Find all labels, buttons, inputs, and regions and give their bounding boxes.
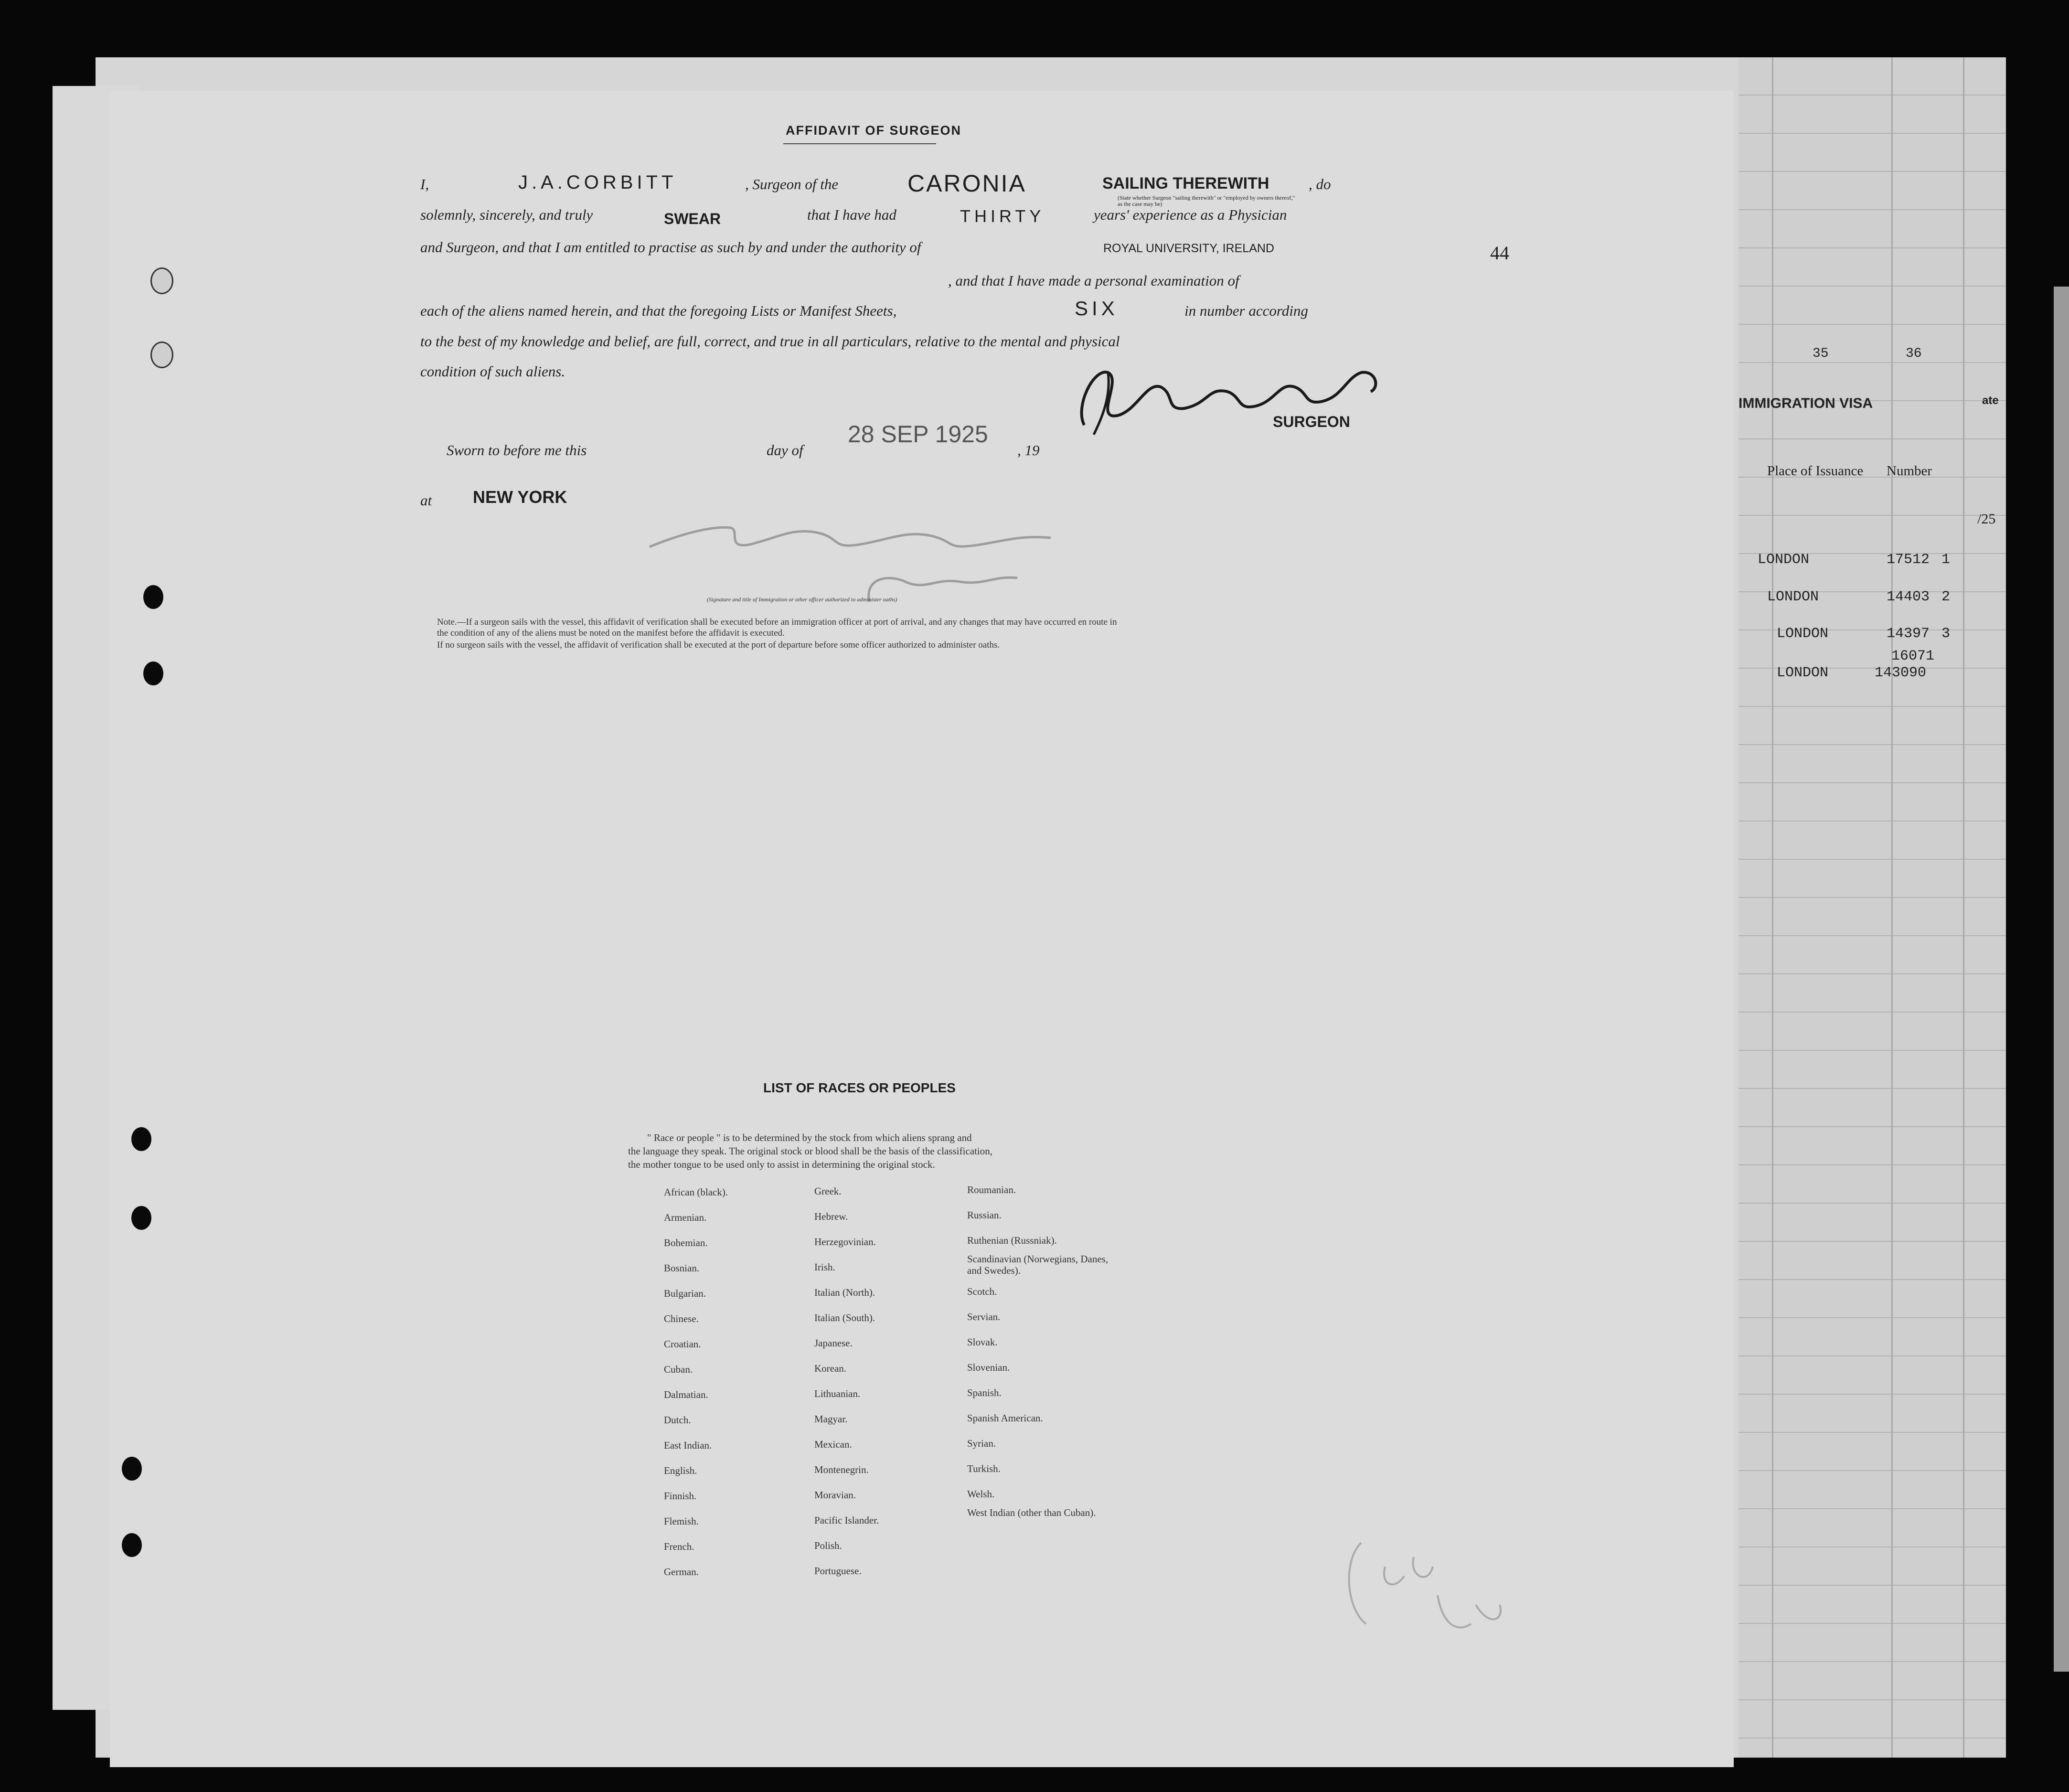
race-entry: Japanese. — [814, 1337, 853, 1349]
race-entry: Dutch. — [664, 1414, 691, 1426]
race-entry: Croatian. — [664, 1338, 701, 1350]
races-intro: " Race or people " is to be determined by the stock from which aliens sprang and — [647, 1132, 972, 1143]
manifest-columns-background — [1738, 57, 2006, 1758]
race-entry: Irish. — [814, 1261, 835, 1273]
visa-number: 14397 — [1887, 626, 1930, 642]
race-entry: Polish. — [814, 1540, 842, 1551]
affidavit-text: solemnly, sincerely, and truly — [420, 206, 593, 223]
visa-number: 17512 — [1887, 552, 1930, 568]
race-entry: Korean. — [814, 1363, 847, 1374]
race-entry: Italian (South). — [814, 1312, 875, 1323]
races-title: LIST OF RACES OR PEOPLES — [763, 1080, 956, 1095]
affidavit-text: condition of such aliens. — [420, 363, 565, 380]
visa-number: 16071 — [1891, 648, 1935, 664]
right-date-fragment: /25 — [1977, 511, 1996, 527]
right-column-fragment: ate — [1982, 394, 1999, 407]
races-intro: the language they speak. The original stock or blood shall be the basis of the classification, — [628, 1145, 992, 1157]
affidavit-text: to the best of my knowledge and belief, are full, correct, and true in all particulars, relative to the mental and physical — [420, 333, 1120, 350]
race-entry: Chinese. — [664, 1313, 699, 1324]
affidavit-text: in number according — [1184, 302, 1308, 319]
race-entry: Finnish. — [664, 1490, 697, 1502]
affidavit-text: and Surgeon, and that I am entitled to practise as such by and under the authority of — [420, 239, 921, 256]
right-page-edge — [2054, 287, 2069, 1672]
affidavit-text: , 19 — [1017, 442, 1040, 459]
race-entry: Spanish American. — [967, 1412, 1043, 1424]
punch-hole — [131, 1127, 151, 1151]
punch-hole — [122, 1457, 142, 1481]
race-entry: East Indian. — [664, 1440, 712, 1451]
column-number-35: 35 — [1813, 346, 1829, 361]
race-entry: English. — [664, 1465, 697, 1476]
race-entry: African (black). — [664, 1186, 728, 1198]
race-entry: Slovenian. — [967, 1362, 1010, 1373]
affidavit-text: years' experience as a Physician — [1094, 206, 1287, 223]
race-entry: Bohemian. — [664, 1237, 708, 1248]
race-entry: Welsh. — [967, 1488, 995, 1500]
race-entry: German. — [664, 1566, 699, 1578]
affidavit-text: that I have had — [807, 206, 896, 223]
punch-hole — [150, 267, 173, 294]
affidavit-text: day of — [767, 442, 803, 459]
affidavit-note: the condition of any of the aliens must be noted on the manifest before the affidavit is executed. — [437, 628, 785, 638]
race-entry: Bosnian. — [664, 1262, 700, 1274]
affidavit-note: Note.—If a surgeon sails with the vessel, this affidavit of verification shall be executed before an immigration officer at port of arrival, and any changes that may have occurred en route in — [437, 617, 1117, 627]
affidavit-text: Sworn to before me this — [447, 442, 587, 459]
affidavit-title: AFFIDAVIT OF SURGEON — [786, 123, 961, 138]
page-number: 44 — [1490, 242, 1509, 264]
visa-place: LONDON — [1777, 626, 1829, 642]
race-entry: Russian. — [967, 1209, 1002, 1221]
oath-word: SWEAR — [664, 210, 721, 227]
race-entry: French. — [664, 1541, 694, 1552]
race-entry: Syrian. — [967, 1438, 996, 1449]
race-entry: Montenegrin. — [814, 1464, 869, 1475]
date-stamp: 28 SEP 1925 — [848, 421, 988, 448]
race-entry: Slovak. — [967, 1336, 998, 1348]
pencil-annotation — [1333, 1514, 1533, 1648]
race-entry: Greek. — [814, 1185, 842, 1197]
visa-number: 14403 — [1887, 589, 1930, 605]
affidavit-text: , do — [1309, 176, 1331, 192]
race-entry: Ruthenian (Russniak). — [967, 1235, 1057, 1246]
race-entry: Portuguese. — [814, 1565, 862, 1577]
visa-line-number: 2 — [1941, 589, 1951, 605]
races-column-1 — [664, 1180, 728, 1585]
race-entry: Armenian. — [664, 1212, 707, 1223]
sheets-count: SIX — [1075, 297, 1119, 320]
ship-name: CARONIA — [907, 170, 1026, 197]
race-entry: Spanish. — [967, 1387, 1002, 1398]
visa-header: IMMIGRATION VISA — [1738, 395, 1873, 411]
race-entry: Servian. — [967, 1311, 1001, 1323]
visa-line-number: 3 — [1941, 626, 1951, 642]
race-entry: Herzegovinian. — [814, 1236, 876, 1248]
race-entry: Roumanian. — [967, 1184, 1016, 1195]
visa-number-2: 143090 — [1875, 665, 1927, 681]
affidavit-note: If no surgeon sails with the vessel, the affidavit of verification shall be executed at the port of departure before some officer authorized to administer oaths. — [437, 640, 1000, 650]
race-entry: Mexican. — [814, 1439, 852, 1450]
race-entry: Lithuanian. — [814, 1388, 861, 1399]
column-number-36: 36 — [1906, 346, 1922, 361]
affidavit-text: , Surgeon of the — [745, 176, 839, 192]
visa-line-number: 1 — [1941, 552, 1951, 568]
punch-hole — [122, 1533, 142, 1557]
race-entry: Dalmatian. — [664, 1389, 708, 1400]
affidavit-text: at — [420, 492, 432, 509]
years-experience: THIRTY — [960, 206, 1045, 226]
race-entry: Cuban. — [664, 1364, 693, 1375]
visa-place: LONDON — [1777, 665, 1829, 681]
punch-hole — [131, 1206, 151, 1230]
race-entry: Scandinavian (Norwegians, Danes, and Swedes). — [967, 1253, 1109, 1276]
signature-title: SURGEON — [1273, 413, 1350, 430]
punch-hole — [150, 341, 173, 368]
title-rule — [783, 143, 936, 144]
number-header: Number — [1887, 463, 1932, 479]
visa-place: LONDON — [1758, 552, 1810, 568]
affidavit-text: , and that I have made a personal examination of — [948, 272, 1239, 289]
race-entry: West Indian (other than Cuban). — [967, 1507, 1096, 1518]
surgeon-name: J.A.CORBITT — [518, 172, 677, 193]
race-entry: Scotch. — [967, 1286, 997, 1297]
race-entry: Magyar. — [814, 1413, 848, 1425]
race-entry: Pacific Islander. — [814, 1515, 879, 1526]
race-entry: Moravian. — [814, 1489, 856, 1501]
race-entry: Turkish. — [967, 1463, 1001, 1474]
licensing-authority: ROYAL UNIVERSITY, IRELAND — [1103, 242, 1274, 255]
officer-signature — [640, 506, 1079, 611]
visa-place: LONDON — [1767, 589, 1819, 605]
race-entry: Bulgarian. — [664, 1288, 706, 1299]
sailing-status: SAILING THEREWITH — [1102, 174, 1269, 192]
races-intro: the mother tongue to be used only to assist in determining the original stock. — [628, 1159, 935, 1170]
officer-signature-caption: (Signature and title of Immigration or other officer authorized to administer oaths) — [707, 596, 897, 603]
punch-hole — [143, 585, 163, 609]
race-entry: Flemish. — [664, 1515, 699, 1527]
punch-hole — [143, 661, 163, 685]
race-entry: Italian (North). — [814, 1287, 875, 1298]
sailing-status-instruction: (State whether Surgeon "sailing therewith" or "employed by owners thereof," as the case may be) — [1118, 194, 1295, 207]
races-column-3 — [967, 1177, 1168, 1521]
affidavit-text: each of the aliens named herein, and that the foregoing Lists or Manifest Sheets, — [420, 302, 897, 319]
races-column-2 — [814, 1179, 879, 1584]
race-entry: Hebrew. — [814, 1211, 848, 1222]
place-of-issuance-header: Place of Issuance — [1767, 463, 1864, 479]
affidavit-text: I, — [420, 176, 429, 192]
place-of-oath: NEW YORK — [473, 487, 567, 507]
